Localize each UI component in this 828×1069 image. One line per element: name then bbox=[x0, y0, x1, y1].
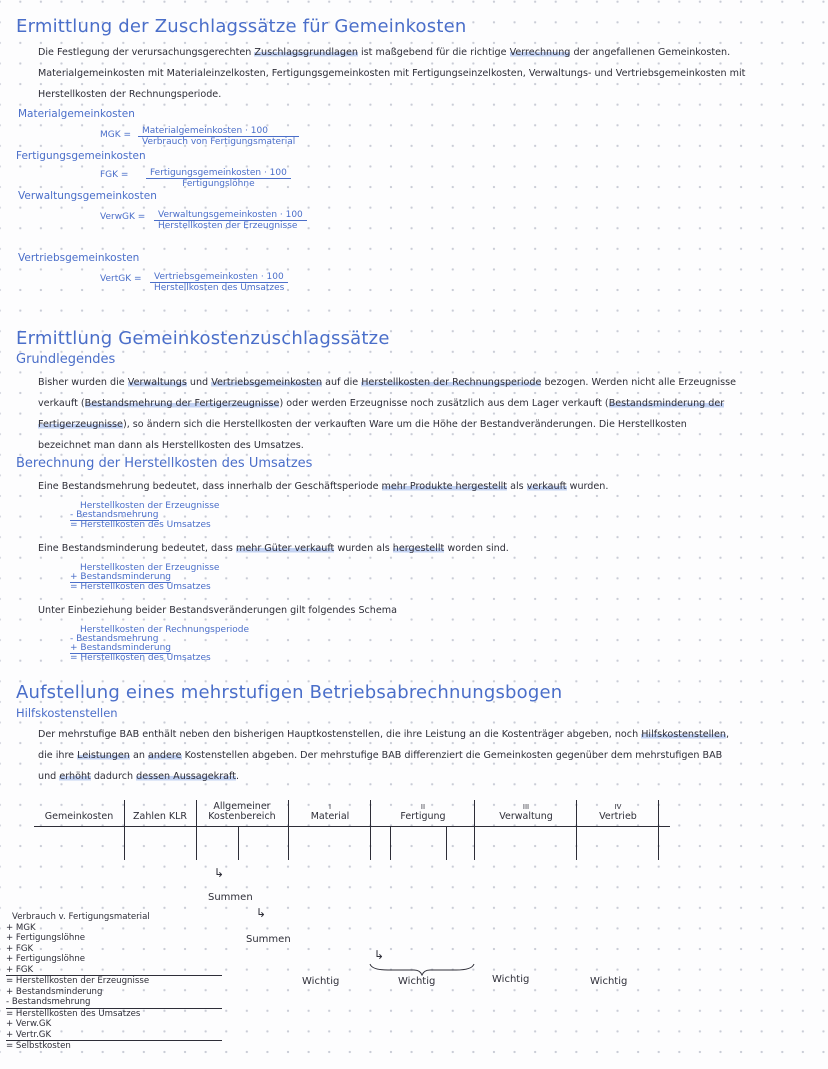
highlight: dessen Aussagekraft bbox=[136, 771, 237, 782]
mgk-label: MGK = bbox=[100, 130, 132, 140]
section3-subtitle: Hilfskostenstellen bbox=[16, 706, 118, 720]
schema-line: + Bestandsminderung bbox=[70, 572, 171, 582]
calc-line: + FGK bbox=[6, 965, 222, 977]
schema-line: = Herstellkosten des Umsatzes bbox=[70, 582, 211, 592]
calc-line: = Herstellkosten des Umsatzes bbox=[6, 1008, 141, 1019]
calc-line: + FGK bbox=[6, 943, 34, 954]
highlight: Verwaltungs bbox=[127, 377, 187, 388]
formula-numerator: Fertigungsgemeinkosten · 100 bbox=[146, 168, 291, 179]
schema-beide bbox=[70, 626, 249, 663]
schema-minderung bbox=[70, 564, 219, 592]
col-fertigung: II Fertigung bbox=[400, 803, 446, 822]
section1-intro: Die Festlegung der verursachungsgerechten Zuschlagsgrundlagen ist maßgebend für die richtige Verrechnung der angefallenen Gemeinkosten. Materialgemeinkosten mit Materialeinzelkosten, Fertigungsgemeinkosten mit Fertigungseinzelkosten, Verwaltungs- und Vertriebsgemeinkosten mit Herstellkosten der Rechnungsperiode. bbox=[38, 47, 746, 100]
col-allgemeiner-kostenbereich: Allgemeiner Kostenbereich bbox=[208, 801, 276, 822]
formula-denominator: Herstellkosten des Umsatzes bbox=[154, 283, 285, 293]
fgk-heading: Fertigungsgemeinkosten bbox=[16, 150, 146, 162]
table-divider bbox=[370, 800, 371, 860]
table-divider bbox=[124, 800, 125, 860]
beide-text: Unter Einbeziehung beider Bestandsveränderungen gilt folgendes Schema bbox=[38, 605, 398, 616]
highlight: andere bbox=[147, 750, 182, 761]
highlight: Bestandsmehrung der Fertigerzeugnisse bbox=[84, 398, 280, 409]
highlight: hergestellt bbox=[392, 543, 445, 554]
wichtig-fertigung: Wichtig bbox=[398, 976, 436, 987]
arrow-icon: ↳ bbox=[256, 906, 267, 920]
wichtig-verwaltung: Wichtig bbox=[492, 974, 530, 985]
schema-line: Herstellkosten der Erzeugnisse bbox=[80, 501, 220, 511]
col-zahlen-klr: Zahlen KLR bbox=[133, 811, 187, 822]
arrow-icon: ↳ bbox=[374, 948, 385, 962]
vwgk-heading: Verwaltungsgemeinkosten bbox=[18, 190, 157, 202]
table-divider bbox=[390, 826, 391, 860]
vtgk-label: VertGK = bbox=[100, 274, 142, 284]
schema-mehrung bbox=[70, 502, 219, 530]
wichtig-material: Wichtig bbox=[302, 976, 340, 987]
vwgk-formula bbox=[154, 210, 307, 231]
table-header-line bbox=[34, 826, 670, 827]
calc-line: = Herstellkosten der Erzeugnisse bbox=[6, 976, 150, 986]
highlight: Zuschlagsgrundlagen bbox=[254, 47, 358, 58]
mehrung-text: Eine Bestandsmehrung bedeutet, dass innerhalb der Geschäftsperiode mehr Produkte hergestellt als verkauft wurden. bbox=[38, 481, 609, 492]
table-divider bbox=[474, 800, 475, 860]
section2-paragraph: Bisher wurden die Verwaltungs und Vertriebsgemeinkosten auf die Herstellkosten der Rechnungsperiode bezogen. Werden nicht alle Erzeugnisse verkauft (Bestandsmehrung der Fertigerzeugnisse) oder werden Erzeugnisse noch zusätzlich aus dem Lager verkauft (Bestandsminderung der Fertigerzeugnisse), so ändern sich die Herstellkosten der verkauften Ware um die Höhe der Bestandveränderungen. Die Herstellkosten bezeichnet man dann als Herstellkosten des Umsatzes. bbox=[38, 377, 737, 451]
highlight: verkauft bbox=[526, 481, 567, 492]
highlight: Hilfskostenstellen bbox=[641, 729, 726, 740]
formula-numerator: Materialgemeinkosten · 100 bbox=[138, 126, 299, 137]
summen-label-2: Summen bbox=[246, 934, 291, 945]
schema-line: = Herstellkosten des Umsatzes bbox=[70, 653, 211, 663]
highlight: Bestandsminderung der Fertigerzeugnisse bbox=[38, 398, 725, 430]
schema-line: Herstellkosten der Erzeugnisse bbox=[80, 563, 220, 573]
calc-line: + MGK bbox=[6, 922, 36, 933]
highlight: Herstellkosten der Rechnungsperiode bbox=[361, 377, 542, 388]
section2-title: Ermittlung Gemeinkostenzuschlagssätze bbox=[16, 328, 390, 349]
highlight: mehr Produkte hergestellt bbox=[381, 481, 508, 492]
wichtig-vertrieb: Wichtig bbox=[590, 976, 628, 987]
section2-subtitle2: Berechnung der Herstellkosten des Umsatzes bbox=[16, 456, 313, 471]
table-divider bbox=[576, 800, 577, 860]
highlight: Leistungen bbox=[77, 750, 130, 761]
vtgk-heading: Vertriebsgemeinkosten bbox=[18, 252, 140, 264]
mgk-heading: Materialgemeinkosten bbox=[18, 108, 135, 120]
highlight: Vertriebsgemeinkosten bbox=[211, 377, 323, 388]
fgk-label: FGK = bbox=[100, 170, 129, 180]
table-divider bbox=[658, 800, 659, 860]
vtgk-formula bbox=[150, 272, 288, 293]
schema-line: - Bestandsmehrung bbox=[70, 634, 159, 644]
formula-denominator: Fertigungslöhne bbox=[182, 179, 255, 189]
calc-line: Verbrauch v. Fertigungsmaterial bbox=[12, 912, 150, 922]
section3-paragraph: Der mehrstufige BAB enthält neben den bisherigen Hauptkostenstellen, die ihre Leistung an die Kostenträger abgeben, noch Hilfskostenstellen, die ihre Leistungen an andere Kostenstellen abgeben. Der mehrstufige BAB differenziert die Gemeinkosten gegenüber dem mehrstufigen BAB und erhöht dadurch dessen Aussagekraft. bbox=[38, 729, 729, 782]
schema-line: = Herstellkosten des Umsatzes bbox=[70, 520, 211, 530]
calc-line: + Fertigungslöhne bbox=[6, 933, 86, 943]
table-divider bbox=[446, 826, 447, 860]
fgk-formula bbox=[146, 168, 291, 189]
col-material: I Material bbox=[310, 803, 350, 822]
formula-numerator: Verwaltungsgemeinkosten · 100 bbox=[154, 210, 307, 221]
schema-line: + Bestandsminderung bbox=[70, 643, 171, 653]
calc-line: - Bestandsmehrung bbox=[6, 997, 222, 1009]
mgk-formula bbox=[138, 126, 299, 147]
curly-brace-icon bbox=[368, 962, 476, 976]
schema-line: Herstellkosten der Rechnungsperiode bbox=[80, 625, 250, 635]
highlight: erhöht bbox=[59, 771, 91, 782]
highlight: mehr Güter verkauft bbox=[235, 543, 335, 554]
schema-line: - Bestandsmehrung bbox=[70, 510, 159, 520]
section3-title: Aufstellung eines mehrstufigen Betriebsabrechnungsbogen bbox=[16, 682, 563, 703]
minderung-text: Eine Bestandsminderung bedeutet, dass mehr Güter verkauft wurden als hergestellt worden sind. bbox=[38, 543, 509, 554]
selbstkosten-calculation bbox=[6, 912, 222, 1052]
col-verwaltung: III Verwaltung bbox=[499, 803, 553, 822]
formula-denominator: Herstellkosten der Erzeugnisse bbox=[158, 221, 298, 231]
highlight: Verrechnung bbox=[509, 47, 571, 58]
calc-line: = Selbstkosten bbox=[6, 1041, 71, 1051]
section1-title: Ermittlung der Zuschlagssätze für Gemeinkosten bbox=[16, 16, 467, 37]
arrow-icon: ↳ bbox=[214, 866, 225, 880]
col-gemeinkosten: Gemeinkosten bbox=[44, 811, 114, 822]
calc-line: + Vertr.GK bbox=[6, 1030, 222, 1042]
table-divider bbox=[288, 800, 289, 860]
calc-line: + Verw.GK bbox=[6, 1019, 52, 1029]
vwgk-label: VerwGK = bbox=[100, 212, 146, 222]
formula-numerator: Vertriebsgemeinkosten · 100 bbox=[150, 272, 288, 283]
col-vertrieb: IV Vertrieb bbox=[599, 803, 637, 822]
calc-line: + Fertigungslöhne bbox=[6, 954, 86, 964]
table-divider bbox=[238, 826, 239, 860]
section2-subtitle: Grundlegendes bbox=[16, 352, 116, 367]
calc-line: + Bestandsminderung bbox=[6, 986, 103, 997]
summen-label-1: Summen bbox=[208, 892, 253, 903]
formula-denominator: Verbrauch von Fertigungsmaterial bbox=[142, 137, 296, 147]
